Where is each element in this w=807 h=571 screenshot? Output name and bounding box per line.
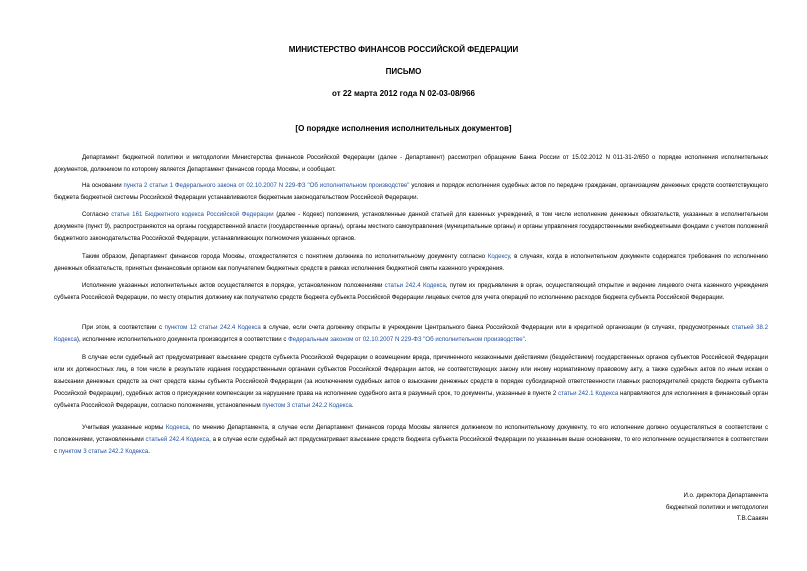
paragraph-3-text-1: Согласно <box>82 211 112 218</box>
paragraph-1-text: Департамент бюджетной политики и методологии Министерства финансов Российской Федерации (далее - Департамент) рассмотрел обращение Банка России от 15.02.2012 N 011-31-2/650 о порядке исполнения исполнительных документов, должником по которому является Департамент финансов города Москвы, и сообщает. <box>54 154 768 173</box>
link-federal-law-229-2[interactable]: Федеральным законом от 02.10.2007 N 229-ФЗ "Об исполнительном производстве" <box>288 336 525 343</box>
link-point-3-article-242-2[interactable]: пунктом 3 статьи 242.2 Кодекса <box>262 402 352 409</box>
link-article-242-4[interactable]: статьи 242.4 Кодекса <box>384 282 446 289</box>
paragraph-6-text-3: ), исполнение исполнительного документа производится в соответствии с <box>76 336 289 343</box>
signature-position: И.о. директора Департамента <box>683 492 768 499</box>
link-point-3-article-242-2-2[interactable]: пунктом 3 статьи 242.2 Кодекса <box>58 448 149 455</box>
paragraph-4 <box>54 251 768 275</box>
paragraph-6 <box>54 322 768 346</box>
signature-block <box>568 490 768 525</box>
paragraph-8-text-4: . <box>148 448 150 455</box>
link-point-12-article-242-4[interactable]: пунктом 12 статьи 242.4 Кодекса <box>164 324 261 331</box>
link-article-242-1[interactable]: статьи 242.1 Кодекса <box>558 390 619 397</box>
paragraph-8-text-1: Учитывая указанные нормы <box>82 424 166 431</box>
paragraph-2-text-1: На основании <box>82 182 124 189</box>
paragraph-5 <box>54 280 768 304</box>
link-code[interactable]: Кодексу <box>487 253 510 260</box>
document-date-number: от 22 марта 2012 года N 02-03-08/966 <box>332 89 475 98</box>
paragraph-8-text-2: , по мнению Департамента, в случае если Департамент финансов города Москвы является должником по исполнительному документу, то его исполнение должно осуществляться в соответствии с положениями, установленными <box>54 424 768 443</box>
document-type: ПИСЬМО <box>385 67 422 76</box>
document-subject: [О порядке исполнения исполнительных документов] <box>295 124 512 133</box>
paragraph-6-text-1: При этом, в соответствии с <box>82 324 165 331</box>
paragraph-7 <box>54 352 768 412</box>
paragraph-2 <box>54 180 768 204</box>
signature-name: Т.В.Саакян <box>736 515 768 522</box>
link-federal-law-229[interactable]: пункта 2 статьи 1 Федерального закона от 02.10.2007 N 229-ФЗ "Об исполнительном производстве" <box>123 182 410 189</box>
paragraph-8-text-3: , а в случае если судебный акт предусматривает взыскание средств бюджета субъекта Российской Федерации по указанным выше основаниям, то его исполнение осуществляется в соответствии с <box>54 436 769 455</box>
paragraph-7-text-2: направляются для исполнения в финансовый орган субъекта Российской Федерации, согласно положениям, установленным <box>54 390 769 409</box>
paragraph-6-text-2: в случае, если счета должнику открыты в учреждении Центрального банка Российской Федерации или в кредитной организации (в случаях, предусмотренных <box>260 324 732 331</box>
paragraph-2-text-2: условия и порядок исполнения судебных актов по передаче гражданам, организациям денежных средств соответствующего бюджета бюджетной системы Российской Федерации устанавливаются бюджетным законодательством Российской Федерации. <box>54 182 768 201</box>
paragraph-3-text-2: (далее - Кодекс) положения, установленные данной статьей для казенных учреждений, в том числе исполнение денежных обязательств, указанных в исполнительном документе (пункт 9), распространяются на органы государственной власти (государственные органы), органы местного самоуправления (муниципальные органы) и органы управления государственными внебюджетными фондами с учетом положений бюджетного законодательства Российской Федерации, устанавливающих полномочия указанных органов. <box>54 211 768 242</box>
paragraph-7-text-1: В случае если судебный акт предусматривает взыскание средств субъекта Российской Федерации о возмещении вреда, причиненного незаконными действиями (бездействием) государственных органов субъектов Российской Федерации или их должностных лиц, в том числе в результате издания государственными органами субъектов Российской Федерации актов, не соответствующих закону или иному нормативному правовому акту, а также судебных актов по иным искам о взыскании денежных средств за счет средств казны субъекта Российской Федерации (за исключением судебных актов о взыскании денежных средств в порядке субсидиарной ответственности главных распорядителей средств бюджета субъекта Российской Федерации), судебных актов о присуждении компенсации за нарушение права на исполнение судебного акта в разумный срок, то документы, указанные в пункте 2 <box>54 354 768 397</box>
link-article-242-4-2[interactable]: статьей 242.4 Кодекса <box>145 436 210 443</box>
paragraph-5-text-2: , путем их предъявления в орган, осуществляющий открытие и ведение лицевого счета казенного учреждения субъекта Российской Федерации, по месту открытия должнику как получателю средств бюджета субъекта Российской Федерации лицевых счетов для учета операций по исполнению расходов бюджета субъекта Российской Федерации. <box>54 282 768 301</box>
paragraph-5-text-1: Исполнение указанных исполнительных актов осуществляется в порядке, установленном положениями <box>82 282 385 289</box>
paragraph-4-text-1: Таким образом, Департамент финансов города Москвы, отождествляется с понятием должника по исполнительному документу согласно <box>82 253 488 260</box>
paragraph-1 <box>54 152 768 176</box>
link-article-161[interactable]: статье 161 Бюджетного кодекса Российской Федерации <box>111 211 274 218</box>
paragraph-6-text-4: . <box>524 336 527 343</box>
paragraph-3 <box>54 209 768 245</box>
link-code-2[interactable]: Кодекса <box>165 424 189 431</box>
paragraph-4-text-2: , в случаях, когда в исполнительном документе содержатся требования по исполнению денежных обязательств, принятых финансовым органом как получателем бюджетных средств в рамках исполнения бюджетной сметы казенного учреждения. <box>54 253 768 272</box>
signature-department: бюджетной политики и методологии <box>665 503 768 511</box>
paragraph-7-text-3: . <box>351 402 354 409</box>
link-article-38-2[interactable]: статьей 38.2 Кодекса <box>54 324 768 343</box>
ministry-title: МИНИСТЕРСТВО ФИНАНСОВ РОССИЙСКОЙ ФЕДЕРАЦИИ <box>288 45 519 54</box>
paragraph-8 <box>54 422 768 458</box>
